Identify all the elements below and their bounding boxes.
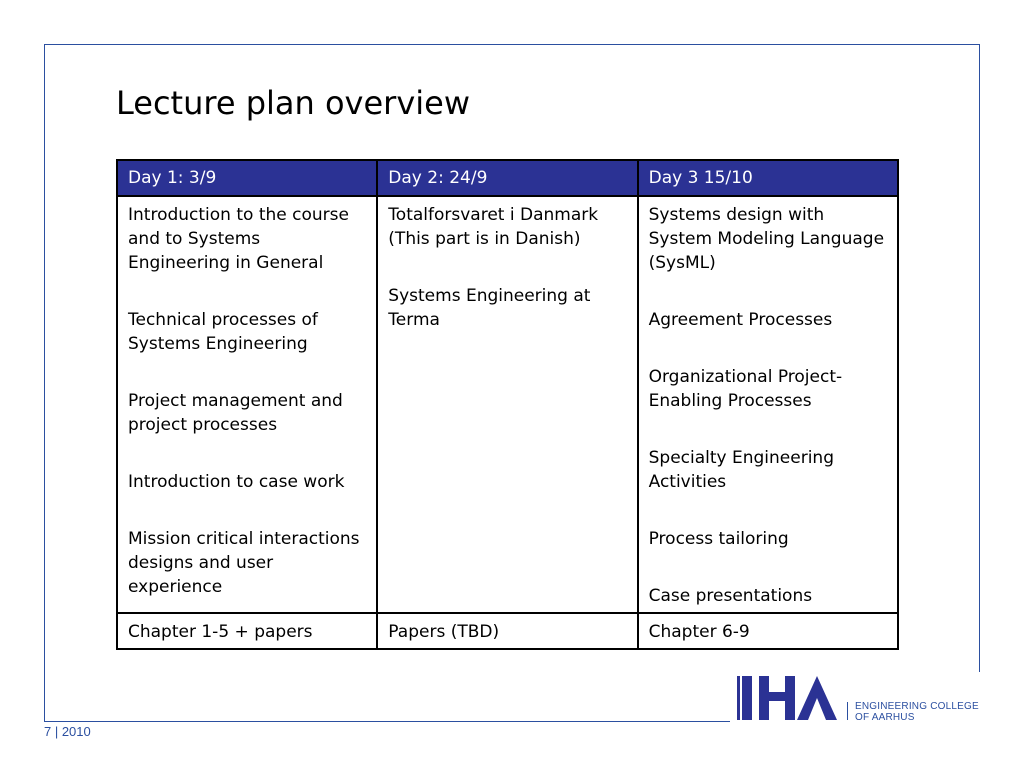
logo-bar-2 [742,676,752,720]
list-item: Totalforsvaret i Danmark (This part is in Danish) [388,205,599,249]
list-item: Organizational Project-Enabling Processes [648,367,843,411]
list-item: Specialty Engineering Activities [648,448,834,492]
slide-frame-bottom [44,721,730,722]
list-item: Technical processes of Systems Engineering [128,310,318,354]
logo-line-1: ENGINEERING COLLEGE [855,701,979,712]
list-item: Process tailoring [648,529,789,549]
list-item: Case presentations [648,586,813,606]
table-header-row [117,160,898,196]
logo-bar-4 [769,692,785,701]
table-header-day1: Day 1: 3/9 [117,160,377,196]
list-item: Systems design with System Modeling Language (SysML) [648,205,885,273]
table-header-day2: Day 2: 24/9 [377,160,637,196]
slide-footer: 7 | 2010 [44,724,91,739]
list-item: Mission critical interactions designs and user experience [128,529,360,597]
list-item: Project management and project processes [128,391,343,435]
logo-line-2: OF AARHUS [855,712,915,723]
day3-topics-cell [638,196,898,613]
table-row [117,196,898,613]
day2-reading-cell: Papers (TBD) [377,613,637,649]
slide-frame-left [44,44,45,722]
slide-frame-top [44,44,980,45]
list-item: Introduction to the course and to Systems Engineering in General [128,205,349,273]
day2-topics-cell [377,196,637,613]
logo-text [855,701,979,723]
day1-topics-cell [117,196,377,613]
logo-triangle [797,676,837,720]
lecture-plan-table [116,159,899,650]
list-item: Introduction to case work [128,472,345,492]
day3-reading-cell: Chapter 6-9 [638,613,898,649]
slide-frame-right [979,44,980,672]
table-header-day3: Day 3 15/10 [638,160,898,196]
slide-title: Lecture plan overview [116,84,470,122]
logo-bar-5 [785,676,795,720]
list-item: Systems Engineering at Terma [388,286,591,330]
logo-bar-3 [759,676,769,720]
logo-mark-text: IHA [737,672,739,673]
logo-divider [847,702,848,720]
list-item: Agreement Processes [648,310,833,330]
table-row-reading [117,613,898,649]
day1-reading-cell: Chapter 1-5 + papers [117,613,377,649]
